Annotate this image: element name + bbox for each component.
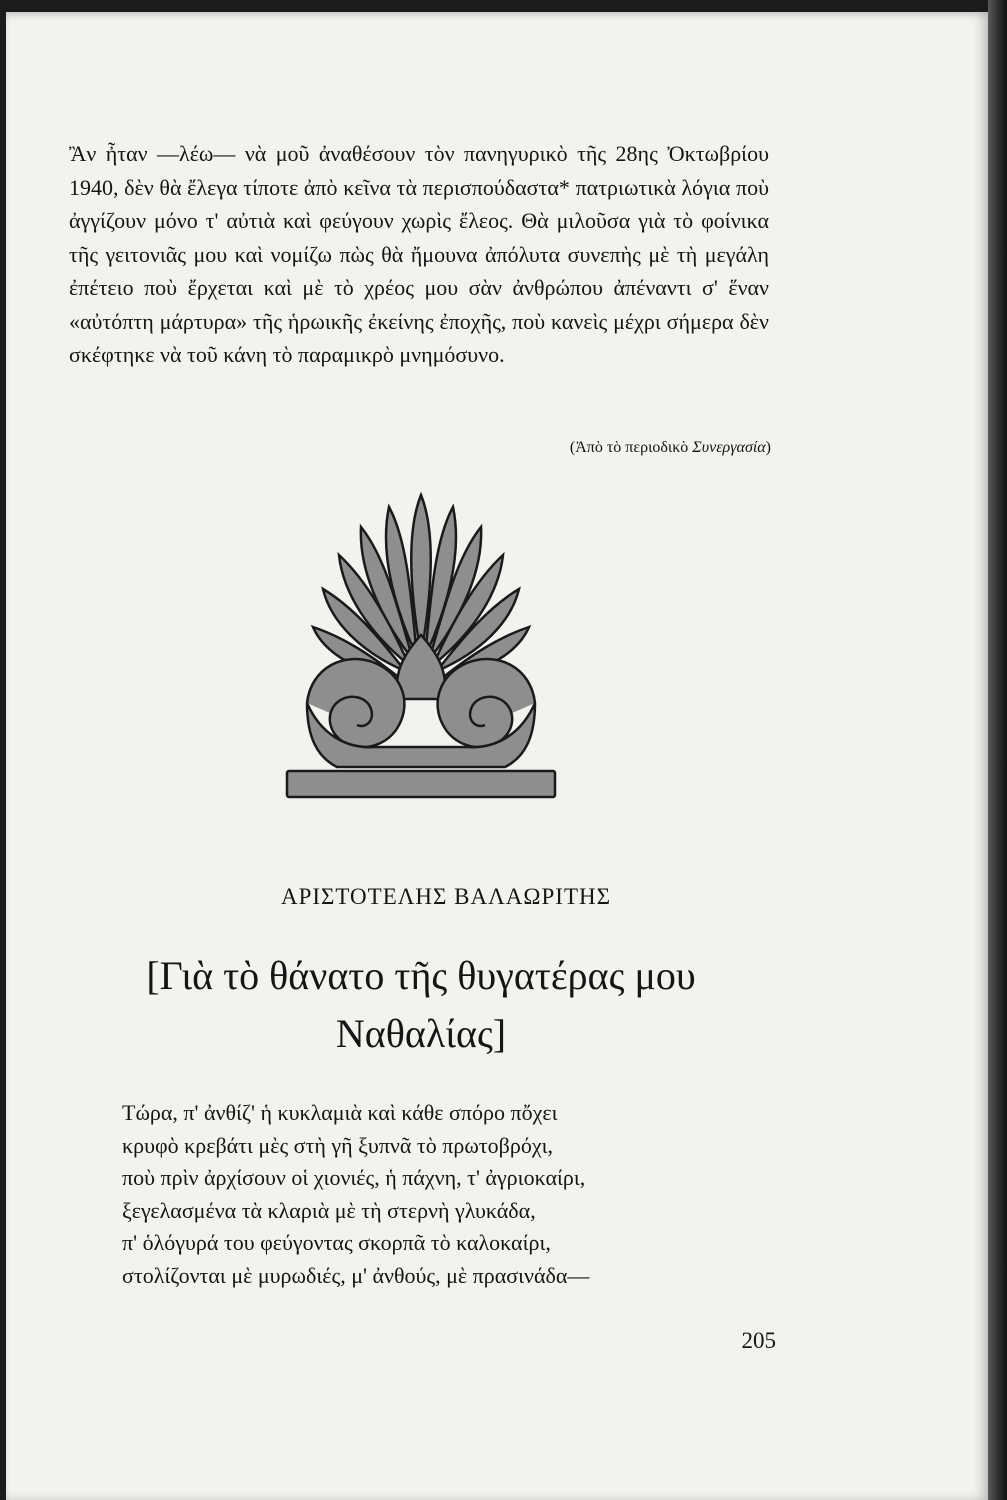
page-number: 205 — [741, 1328, 776, 1353]
poem-line: π' ὁλόγυρά του φεύγοντας σκορπᾶ τὸ καλοκαίρι, — [122, 1230, 551, 1256]
poem-author: ΑΡΙΣΤΟΤΕΛΗΣ ΒΑΛΑΩΡΙΤΗΣ — [280, 884, 612, 909]
source-suffix: ) — [765, 439, 771, 456]
source-citation — [486, 439, 771, 457]
poem-body — [122, 1097, 772, 1293]
poem-line: ξεγελασμένα τὰ κλαριὰ μὲ τὴ στερνὴ γλυκάδα, — [122, 1197, 536, 1223]
source-magazine: Συνεργασία — [692, 439, 766, 456]
poem-line: ποὺ πρὶν ἀρχίσουν οἱ χιονιές, ἡ πάχνη, τ' ἀγριοκαίρι, — [122, 1165, 586, 1191]
palmette-ornament-icon — [281, 485, 561, 805]
prose-paragraph: Ἂν ἦταν —λέω— νὰ μοῦ ἀναθέσουν τὸν πανηγυρικὸ τῆς 28ης Ὀκτωβρίου 1940, δὲν θὰ ἔλεγα τίποτε ἀπὸ κεῖνα τὰ περισπούδαστα* πατριωτικὰ λόγια ποὺ ἀγγίζουν μόνο τ' αὐτιὰ καὶ φεύγουν χωρὶς ἔλεος. Θὰ μιλοῦσα γιὰ τὸ φοίνικα τῆς γειτονιᾶς μου καὶ νομίζω πὼς θὰ ἤμουνα ἀπόλυτα συνεπὴς μὲ τὴ μεγάλη ἐπέτειο ποὺ ἔρχεται καὶ μὲ τὸ χρέος μου σὰν ἀνθρώπου ἀπέναντι σ' ἕναν «αὐτόπτη μάρτυρα» τῆς ἡρωικῆς ἐκείνης ἐποχῆς, ποὺ κανεὶς μέχρι σήμερα δὲν σκέφτηκε νὰ τοῦ κάνη τὸ παραμικρὸ μνημόσυνο. — [69, 141, 769, 367]
poem-title: [Γιὰ τὸ θάνατο τῆς θυγατέρας μου Ναθαλίας] — [146, 953, 696, 1056]
poem-line: κρυφὸ κρεβάτι μὲς στὴ γῆ ξυπνᾶ τὸ πρωτοβρόχι, — [122, 1132, 553, 1158]
poem-line: Τώρα, π' ἀνθίζ' ἡ κυκλαμιὰ καὶ κάθε σπόρο πὄχει — [122, 1100, 558, 1125]
poem-line: στολίζονται μὲ μυρωδιές, μ' ἀνθούς, μὲ πρασινάδα— — [122, 1262, 590, 1288]
book-spine-edge — [988, 0, 1007, 1500]
prose-block — [69, 137, 769, 372]
book-page — [6, 12, 988, 1500]
source-prefix: (Ἀπὸ τὸ περιοδικὸ — [569, 439, 693, 456]
